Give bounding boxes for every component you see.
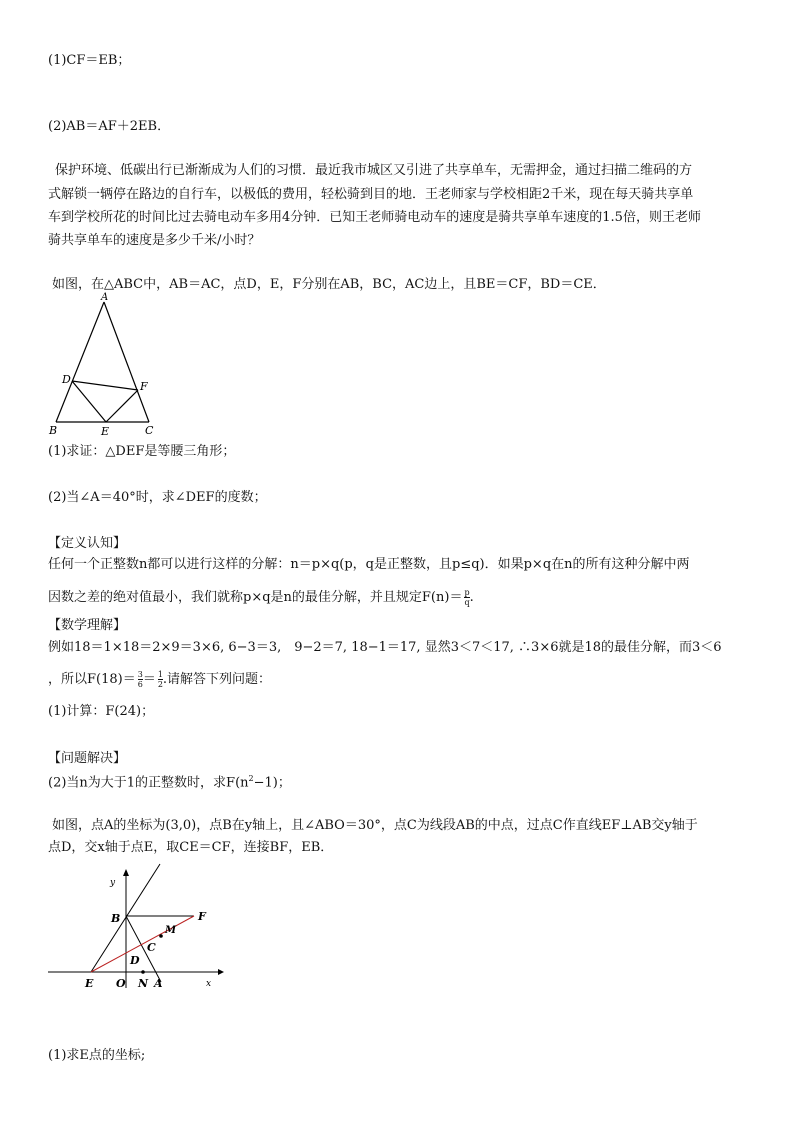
label-y: y [110, 878, 116, 888]
coordinate-figure [44, 860, 226, 998]
triangle-figure [48, 292, 160, 440]
segment-df [72, 381, 138, 390]
p3-intro: 如图，在△ABC中，AB＝AC，点D，E，F分别在AB，BC，AC边上，且BE＝CF，BD＝CE． [52, 277, 606, 292]
frac3-num: 1 [157, 670, 163, 679]
label-n: N [138, 977, 149, 990]
y-arrow [123, 869, 129, 876]
point-m [159, 934, 163, 938]
p2-line2: 式解锁一辆停在路边的自行车，以极低的费用，轻松骑到目的地．王老师家与学校相距2千米，现在每天骑共享单 [48, 187, 694, 202]
segment-ef [106, 390, 138, 422]
x-arrow [218, 969, 224, 975]
p4-line4-a: ，所以F(18)＝ [48, 672, 136, 687]
p4-line2-end: . [469, 590, 474, 605]
label-d: D [130, 954, 140, 967]
label-m: M [165, 925, 177, 936]
label-x: x [206, 979, 212, 989]
p4-question2 [48, 770, 291, 792]
p4-question1: (1)计算：F(24)； [48, 704, 155, 719]
p4-line3: 例如18＝1×18＝2×9＝3×6, 6−3＝3, 9−2＝7, 18−1＝17, 显然3＜7＜17, ∴3×6就是18的最佳分解，而3＜6 [48, 640, 722, 655]
heading-definition: 【定义认知】 [48, 536, 127, 551]
label-a: A [154, 977, 163, 990]
p4-q2-sup: 2 [248, 774, 254, 783]
side-ab [56, 302, 104, 422]
heading-understanding: 【数学理解】 [48, 618, 127, 633]
point-n [141, 970, 145, 974]
p2-line3: 车到学校所花的时间比过去骑电动车多用4分钟．已知王老师骑电动车的速度是骑共享单车速度的1.5倍，则王老师 [48, 210, 701, 225]
label-c: C [147, 941, 156, 954]
label-f: F [140, 380, 148, 393]
label-d: D [62, 373, 71, 386]
p5-question1: (1)求E点的坐标; [48, 1048, 146, 1063]
p4-line4-b: .请解答下列问题： [162, 672, 272, 687]
frac2-num: 3 [137, 670, 143, 679]
p4-q2-b: −1)； [253, 775, 291, 791]
label-b: B [49, 424, 58, 437]
p4-q2-a: (2)当n为大于1的正整数时，求F(n [48, 775, 249, 791]
side-ac [104, 302, 149, 422]
line-ef [91, 916, 194, 972]
label-e: E [101, 425, 110, 438]
q1-part1: (1)CF＝EB； [48, 53, 131, 68]
p5-line2: 点D，交x轴于点E，取CE＝CF，连接BF，EB． [48, 840, 334, 855]
p4-line1: 任何一个正整数n都可以进行这样的分解：n＝p×q(p，q是正整数，且p≤q)．如果p×q在n的所有这种分解中两 [48, 557, 690, 572]
label-o: O [116, 977, 126, 990]
p4-line2-text: 因数之差的绝对值最小，我们就称p×q是n的最佳分解，并且规定F(n)＝ [48, 590, 463, 605]
p3-question2: (2)当∠A＝40°时，求∠DEF的度数； [48, 490, 267, 505]
heading-problem: 【问题解决】 [48, 751, 127, 766]
label-c: C [145, 424, 154, 437]
segment-de [72, 381, 106, 422]
frac3-den: 2 [157, 680, 163, 689]
q1-part2: (2)AB＝AF＋2EB． [48, 119, 171, 134]
p3-question1: (1)求证：△DEF是等腰三角形； [48, 444, 236, 459]
p4-line4 [48, 670, 271, 689]
p4-line2 [48, 588, 474, 607]
frac2-den: 6 [137, 680, 143, 689]
label-e: E [85, 977, 94, 990]
equals: ＝ [142, 672, 156, 687]
label-b: B [111, 912, 121, 925]
p5-line1: 如图，点A的坐标为(3,0)，点B在y轴上，且∠ABO＝30°，点C为线段AB的中点，过点C作直线EF⊥AB交y轴于 [52, 818, 698, 833]
frac-num: p [464, 588, 470, 597]
label-a: A [101, 292, 109, 303]
p2-line1: 保护环境、低碳出行已渐渐成为人们的习惯．最近我市城区又引进了共享单车，无需押金，通过扫描二维码的方 [55, 163, 693, 178]
frac-den: q [464, 598, 470, 607]
p2-line4: 骑共享单车的速度是多少千米/小时？ [48, 233, 261, 248]
label-f: F [198, 910, 206, 923]
